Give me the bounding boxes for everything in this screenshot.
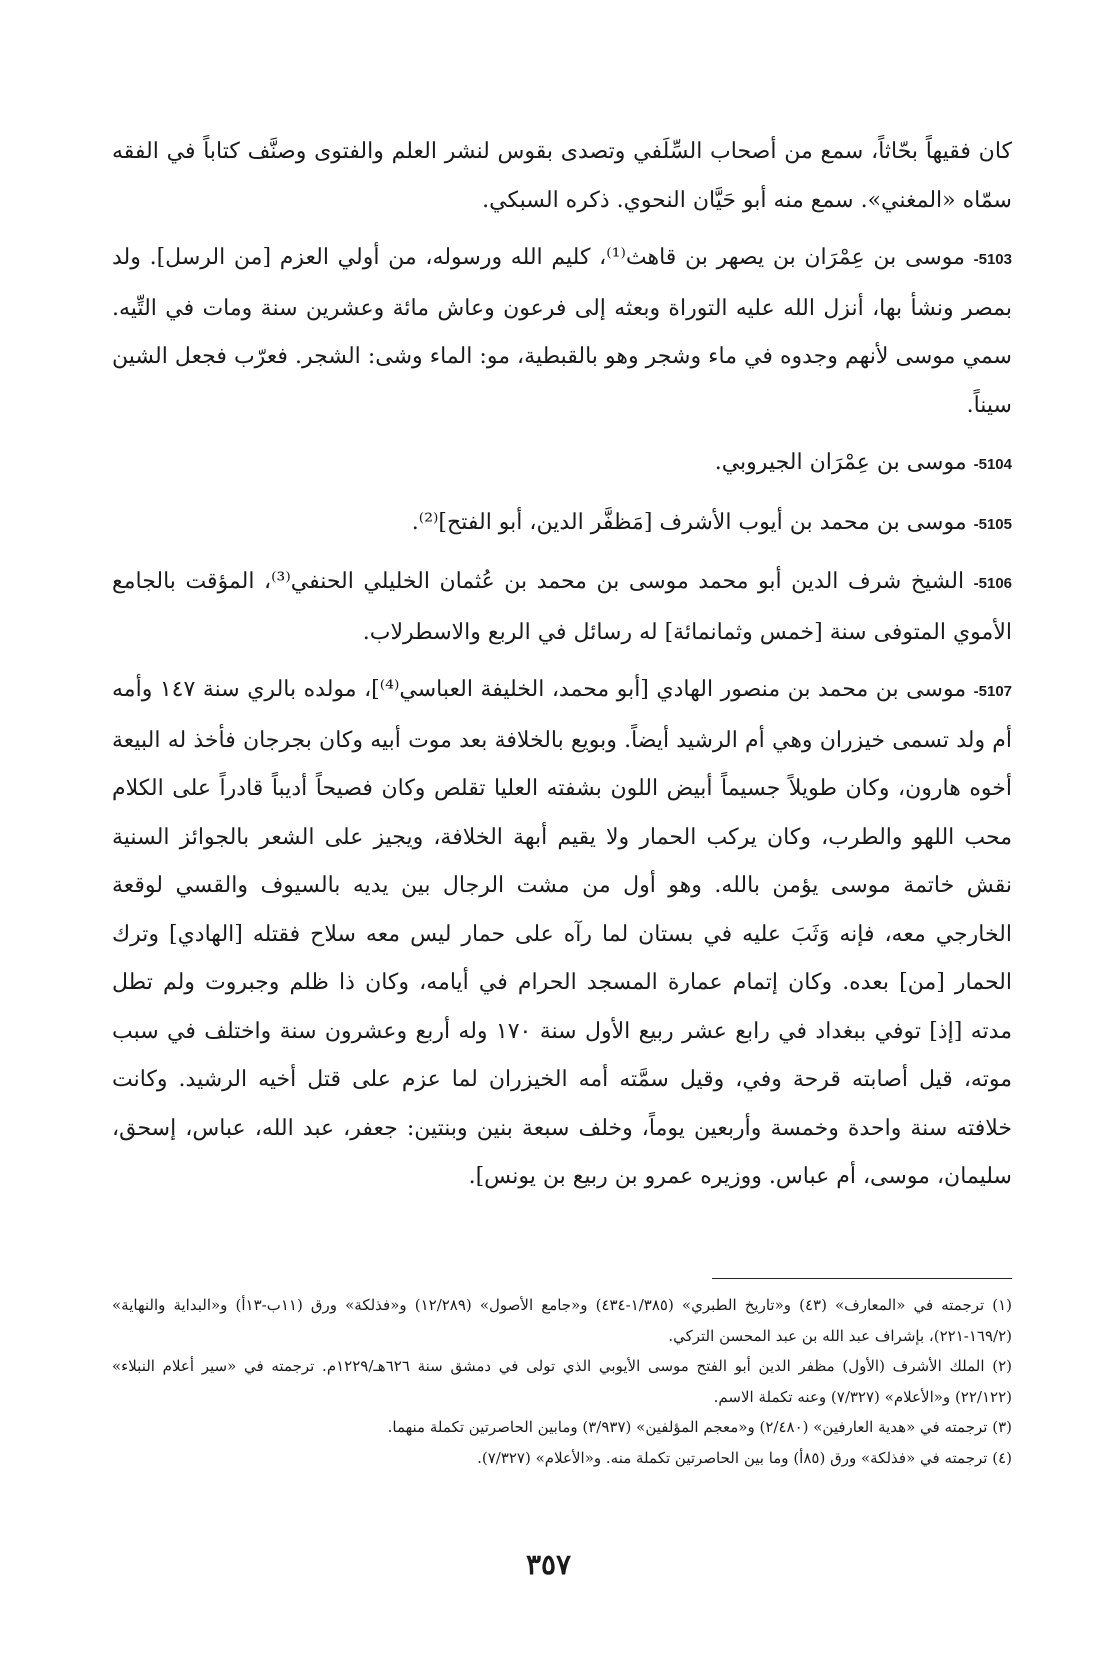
entry-text: الشيخ شرف الدين أبو محمد موسى بن محمد بن عُثمان الخليلي الحنفي⁽³⁾، المؤقت بالجامع الأموي المتوفى سنة [خمس وثمانمائة] له رسائل في الربع والاسطرلاب. <box>112 569 1012 645</box>
entry-5106 <box>112 558 1012 657</box>
paragraph-text: كان فقيهاً بحّاثاً، سمع من أصحاب السِّلَفي وتصدى بقوس لنشر العلم والفتوى وصنَّف كتاباً في الفقه سمّاه «المغني». سمع منه أبو حَيَّان النحوي. ذكره السبكي. <box>112 139 1012 213</box>
page-number: ٣٥٧ <box>525 1548 572 1581</box>
entry-5105 <box>112 499 1012 550</box>
entry-text: موسى بن محمد بن أيوب الأشرف [مَظفَّر الدين، أبو الفتح]⁽²⁾. <box>411 509 967 535</box>
footnote-4: (٤) ترجمته في «فذلكة» ورق (٨٥أ) وما بين الحاصرتين تكملة منه. و«الأعلام» (٧/٣٢٧). <box>477 1448 1012 1467</box>
entry-number: 5107- <box>973 683 1013 700</box>
footnotes <box>112 1290 1012 1473</box>
paragraph-continuation <box>112 128 1012 225</box>
entry-text: موسى بن عِمْرَان الجيروبي. <box>714 450 967 475</box>
footnote-3: (٣) ترجمته في «هدية العارفين» (٢/٤٨٠) و«معجم المؤلفين» (٣/٩٣٧) ومابين الحاصرتين تكملة منهما. <box>387 1418 1012 1436</box>
footnote-divider <box>712 1278 1012 1279</box>
entry-text: موسى بن محمد بن منصور الهادي [أبو محمد، الخليفة العباسي⁽⁴⁾]، مولده بالري سنة ١٤٧ وأمه أم ولد تسمى خيزران وهي أم الرشيد أيضاً. وبويع بالخلافة بعد موت أبيه وكان بجرجان فأخذ له البيعة أخوه هارون، وكان طويلاً جسيماً أبيض اللون بشفته العليا تقلص وكان فصيحاً أديباً قادراً على الكلام محب اللهو والطرب، وكان يركب الحمار ولا يقيم أبهة الخلافة، ويجيز على الشعر بالجوائز السنية نقش خاتمة موسى يؤمن بالله. وهو أول من مشت الرجال بين يديه بالسيوف والقسي لوقعة الخارجي معه، فإنه وَثَبَ عليه في بستان لما رآه على حمار ليس معه سلاح فقتله [الهادي] وترك الحمار [من] بعده. وكان إتمام عمارة المسجد الحرام في أيامه، وكان ذا ظلم وجبروت ولم تطل مدته [إذ] توفي ببغداد في رابع عشر ربيع الأول سنة ١٧٠ وله أربع وعشرون سنة واختلف في سبب موته، قيل أصابته قرحة وفي، وقيل سمَّته أمه الخيزران لما عزم على قتل أخيه الرشيد. وكانت خلافته سنة واحدة وخمسة وأربعين يوماً، وخلف سبعة بنين وبنتين: جعفر، عبد الله، عباس، إسحق، سليمان، موسى، أم عباس. ووزيره عمرو بن ربيع بن يونس]. <box>112 677 1013 1189</box>
footnote-1: (١) ترجمته في «المعارف» (٤٣) و«تاريخ الطبري» (١/٣٨٥-٤٣٤) و«جامع الأصول» (١٢/٢٨٩) و«فذلكة» ورق (١١ب-١٣أ) و«البداية والنهاية» (١٦٩/٢-٢٢١)، بإشراف عبد الله بن عبد المحسن التركي. <box>112 1296 1013 1345</box>
entry-number: 5103- <box>973 251 1012 268</box>
entry-number: 5105- <box>973 515 1012 533</box>
entry-5103 <box>112 234 1012 430</box>
entry-number: 5106- <box>973 575 1013 592</box>
entry-5104 <box>112 439 1012 490</box>
footnote-2: (٢) الملك الأشرف (الأول) مظفر الدين أبو الفتح موسى الأيوبي الذي تولى في دمشق سنة ٦٢٦هـ/١٢٢٩م. ترجمته في «سير أعلام النبلاء» (٢٢/١٢٢) و«الأعلام» (٧/٣٢٧) وعنه تكملة الاسم. <box>112 1357 1012 1406</box>
main-text <box>112 128 1012 1202</box>
entry-number: 5104- <box>973 456 1012 473</box>
entry-5107 <box>112 666 1012 1202</box>
entry-text: موسى بن عِمْرَان بن يصهر بن قاهث⁽¹⁾، كليم الله ورسوله، من أولي العزم [من الرسل]. ولد بمصر ونشأ بها، أنزل الله عليه التوراة وبعثه إلى فرعون وعاش مائة وعشرين سنة ومات في التِّيه. سمي موسى لأنهم وجدوه في ماء وشجر وهو بالقبطية، مو: الماء وشى: الشجر. فعرّب فجعل الشين سيناً. <box>112 245 1012 418</box>
